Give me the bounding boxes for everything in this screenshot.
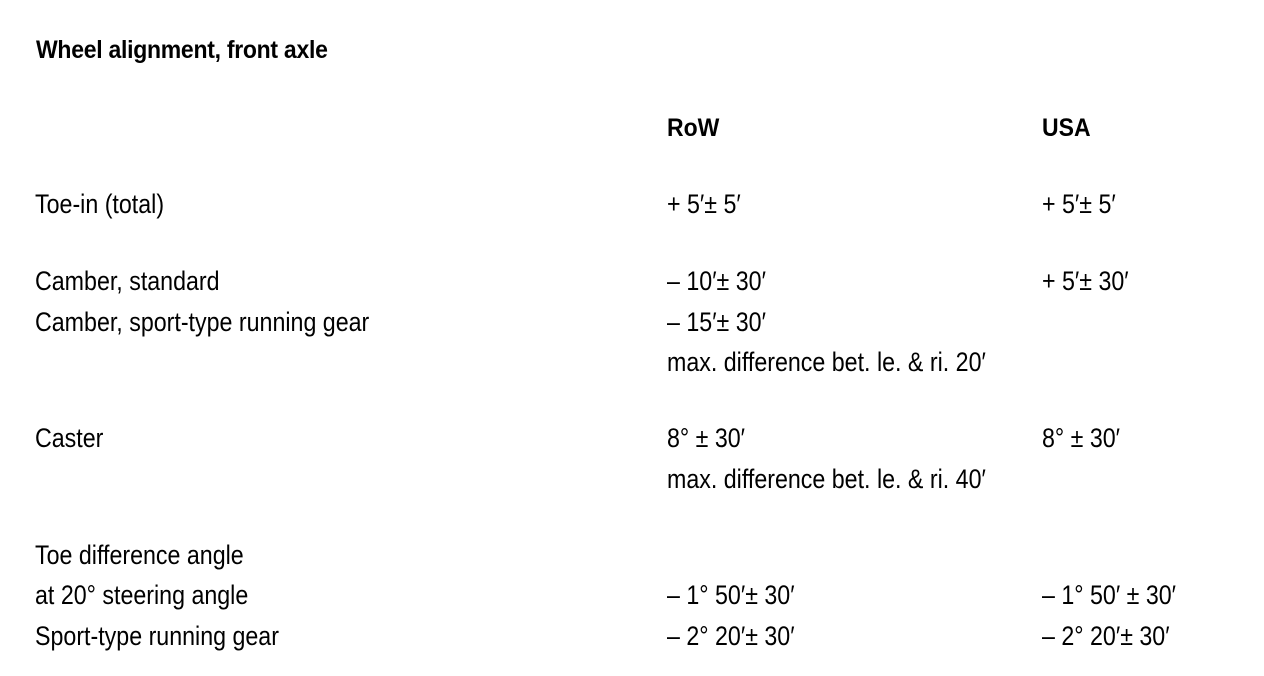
label-caster: Caster (35, 423, 104, 453)
value-camber-standard-row: – 10′± 30′ (667, 266, 766, 296)
column-header-row: RoW (667, 114, 720, 142)
value-camber-sport-row: – 15′± 30′ (667, 307, 766, 337)
value-camber-standard-usa: + 5′± 30′ (1042, 266, 1129, 296)
value-toe-in-row: + 5′± 5′ (667, 189, 741, 219)
label-steering-angle: at 20° steering angle (35, 580, 249, 610)
label-toe-in: Toe-in (total) (35, 189, 165, 219)
note-caster-max-difference: max. difference bet. le. & ri. 40′ (667, 464, 986, 494)
value-caster-usa: 8° ± 30′ (1042, 423, 1121, 453)
page-title: Wheel alignment, front axle (36, 36, 328, 64)
value-steering-angle-usa: – 1° 50′ ± 30′ (1042, 580, 1177, 610)
label-camber-sport: Camber, sport-type running gear (35, 307, 370, 337)
value-sport-running-gear-usa: – 2° 20′± 30′ (1042, 621, 1170, 651)
label-camber-standard: Camber, standard (35, 266, 220, 296)
note-camber-max-difference: max. difference bet. le. & ri. 20′ (667, 347, 986, 377)
value-steering-angle-row: – 1° 50′± 30′ (667, 580, 795, 610)
value-sport-running-gear-row: – 2° 20′± 30′ (667, 621, 795, 651)
label-sport-running-gear: Sport-type running gear (35, 621, 279, 651)
value-toe-in-usa: + 5′± 5′ (1042, 189, 1116, 219)
column-header-usa: USA (1042, 114, 1091, 142)
value-caster-row: 8° ± 30′ (667, 423, 746, 453)
label-toe-difference-angle: Toe difference angle (35, 540, 244, 570)
